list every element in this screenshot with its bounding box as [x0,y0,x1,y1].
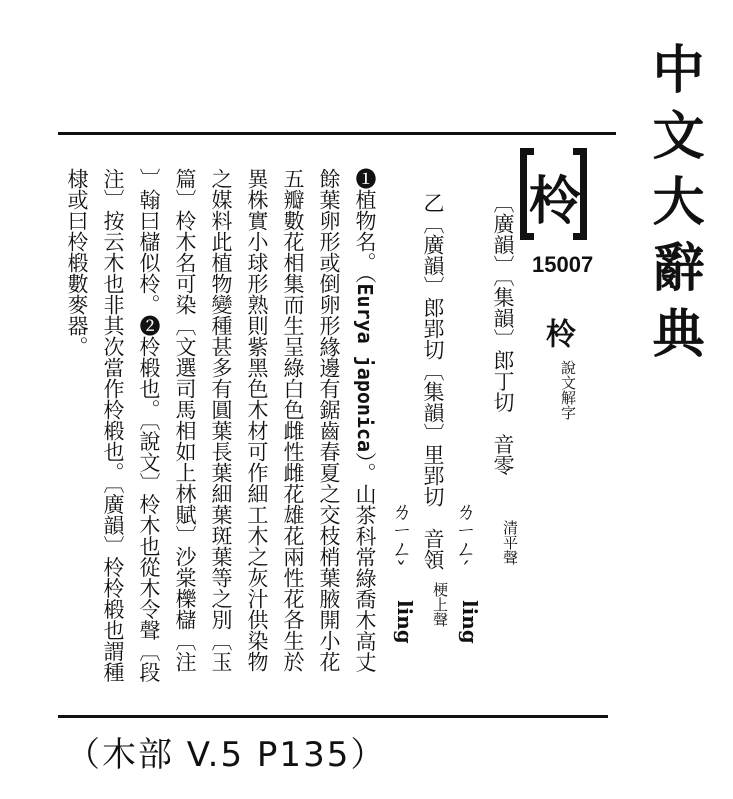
definition-column: 〕翰曰櫧似柃。❷柃椴也。〔說文〕柃木也從木令聲〔段 [137,168,161,683]
shuowen-label: 說文解字 [559,360,577,420]
pron1-tone: 清平聲 [501,520,519,565]
definition-column: 棣或曰柃椴數麥器。 [65,168,89,357]
pron2-text: 乙〔廣韻〕郎郢切〔集韻〕里郢切 音領 [421,192,445,570]
pron1-pinyin: ling [458,600,482,644]
book-title: 中文大辭典 [643,42,703,372]
bottom-rule [58,715,608,718]
pron1-zhuyin: ㄌㄧㄥˊ [453,500,477,583]
definition-text: ❶植物名。（ [353,168,377,284]
pron1-text: 〔廣韻〕〔集韻〕郎丁切 音零 [491,192,515,476]
pron2-pinyin: ling [393,600,417,644]
definition-column: 餘葉卵形或倒卵形緣邊有鋸齒春夏之交枝梢葉腋開小花 [317,168,341,672]
definition-column: 五瓣數花相集而生呈綠白色雌性雌花雄花兩性花各生於 [281,168,305,672]
seal-script-glyph: 柃 [540,318,575,348]
pron2-zhuyin: ㄌㄧㄥˇ [389,500,413,583]
entry-number: 15007 [532,252,594,277]
top-rule [58,132,616,135]
definition-text: ）。山茶科常綠喬木高丈 [353,452,377,673]
definition-column: 之媒料此植物變種甚多有圓葉長葉細葉斑葉等之別〔玉 [209,168,233,672]
definition-column: 異株實小球形熟則紫黑色木材可作細工木之灰汁供染物 [245,168,269,672]
definition-column: 注〕按云木也非其次當作柃椴也。〔廣韻〕柃柃椴也謂種 [101,168,125,683]
pron2-tone: 梗上聲 [431,582,449,627]
latin-name: Eurya japonica [353,283,377,453]
definition-column [352,168,378,673]
definition-column: 篇〕柃木名可染〔文選司馬相如上林賦〕沙棠櫟櫧〔注 [173,168,197,672]
headword: 柃 [528,171,581,232]
headword-bracket-right [573,148,587,240]
handwritten-source-note: （木部 V.5 P135） [66,735,387,775]
